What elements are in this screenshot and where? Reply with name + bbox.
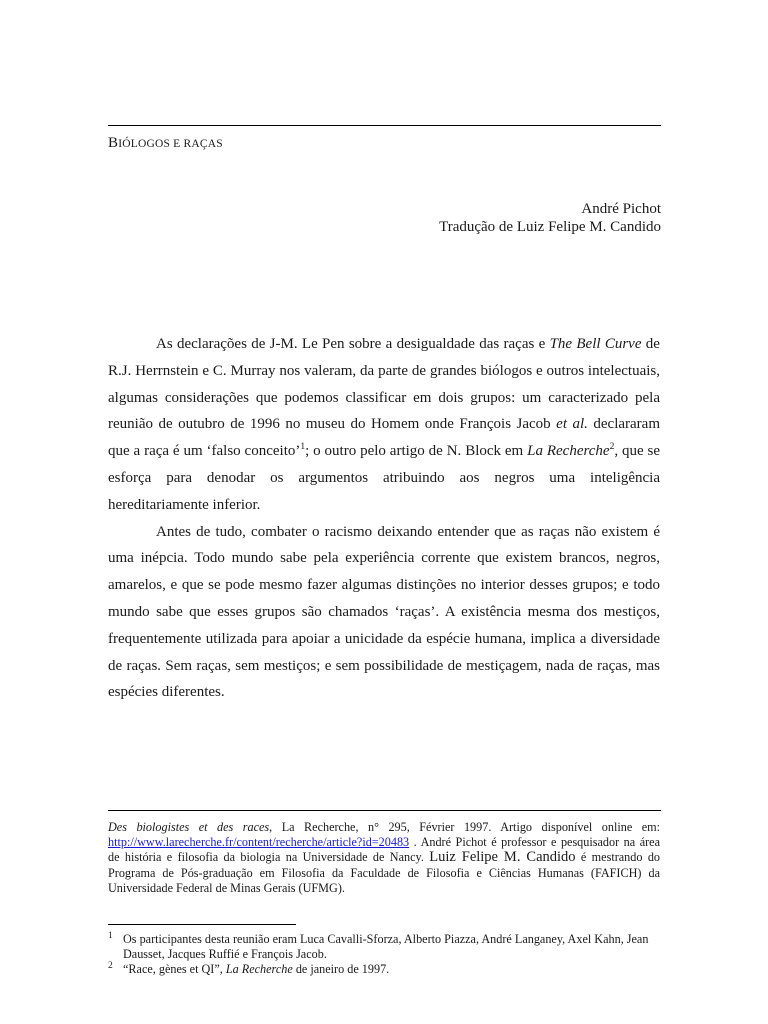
byline [439, 200, 661, 236]
top-rule [108, 125, 661, 126]
footnote-rule [108, 924, 296, 925]
paragraph-2: Antes de tudo, combater o racismo deixando entender que as raças não existem é uma inépcia. Todo mundo sabe pela experiência corrente que existem brancos, negros, amarelos, e que se pode mesmo fazer algumas distinções no interior desses grupos; e todo mundo sabe que esses grupos são chamados ‘raças’. A existência mesma dos mestiços, frequentemente utilizada para apoiar a unicidade da espécie humana, implica a diversidade de raças. Sem raças, sem mestiços; e sem possibilidade de mestiçagem, nada de raças, mas espécies diferentes. [108, 523, 660, 701]
page-title [108, 135, 223, 152]
paragraph-1: As declarações de J-M. Le Pen sobre a desigualdade das raças e The Bell Curve de R.J. Herrnstein e C. Murray nos valeram, da parte de grandes biólogos e outros intelectuais, algumas considerações que podemos classificar em dois grupos: um caracterizado pela reunião de outubro de 1996 no museu do Homem onde François Jacob et al. declararam que a raça é um ‘falso conceito’$^1$; o outro pelo artigo de N. Block em La Recherche$^2$, que se esforça para denodar os argumentos atribuindo aos negros uma inteligência hereditariamente inferior. [108, 336, 660, 513]
title-initial: B [108, 135, 119, 151]
article-link[interactable]: http://www.larecherche.fr/content/recherche/article?id=20483 [108, 835, 410, 850]
footnote-1: 1 Os participantes desta reunião eram Luca Cavalli-Sforza, Alberto Piazza, André Langaney, Axel Kahn, Jean Dausset, Jacques Ruffié e François Jacob. [108, 931, 649, 962]
footnote-2: 2 “Race, gènes et QI”, La Recherche de janeiro de 1997. [108, 961, 390, 976]
footnote-ref-1[interactable]: 1 [300, 442, 306, 453]
footnote-ref-2[interactable]: 2 [609, 442, 615, 453]
article-body [108, 331, 660, 706]
author-name: André Pichot [581, 201, 661, 217]
source-rule [108, 810, 661, 811]
title-rest: IÓLOGOS E RAÇAS [118, 138, 223, 150]
source-note: Des biologistes et des races, La Recherche, n° 295, Février 1997. Artigo disponível online em: http://www.larecherche.fr/content/recherche/article?id=20483 . André Pichot é professor e pesquisador na área de história e filosofia da biologia na Universidade de Nancy. Luiz Felipe M. Candido é mestrando do Programa de Pós-graduação em Filosofia da Faculdade de Filosofia e Ciências Humanas (FAFICH) da Universidade Federal de Minas Gerais (UFMG). [108, 820, 661, 895]
translator-credit: Tradução de Luiz Felipe M. Candido [439, 219, 661, 235]
